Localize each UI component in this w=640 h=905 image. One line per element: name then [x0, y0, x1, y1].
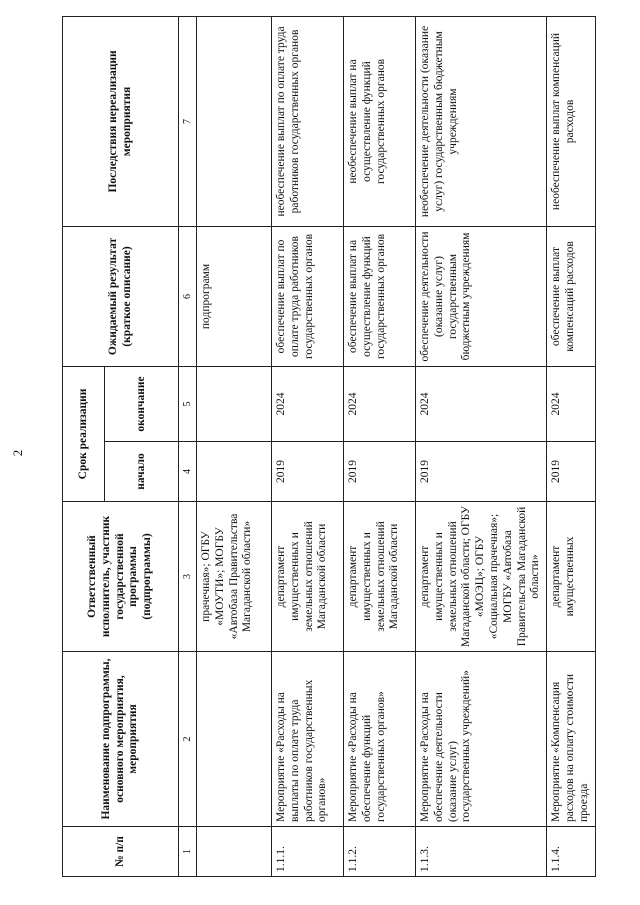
row-num: 1.1.1.: [272, 827, 344, 877]
table-cell: [197, 366, 272, 441]
header-consequences: Последствия нереализации мероприятия: [63, 16, 179, 226]
continuation-executor: прачечная»; ОГБУ «МОУТИ»; МОГБУ «Автобаза Правительства Магаданской области»: [197, 502, 272, 652]
row-end: 2024: [272, 366, 344, 441]
row-consequences: необеспечение выплат компенсаций расходов: [547, 16, 595, 226]
header-num: № п/п: [63, 827, 179, 877]
row-start: 2019: [344, 442, 416, 502]
table-row: [272, 16, 344, 876]
table-cell: [197, 652, 272, 827]
header-result: Ожидаемый результат (краткое описание): [63, 226, 179, 366]
row-executor: департамент имущественных и земельных отношений Магаданской области; ОГБУ «МОЭЦ»; ОГБУ «Социальная прачечная»; МОГБУ «Автобаза Правительства Магаданской области»: [416, 502, 547, 652]
table-row: [416, 16, 547, 876]
row-num: 1.1.4.: [547, 827, 595, 877]
row-executor: департамент имущественных и земельных отношений Магаданской области: [344, 502, 416, 652]
header-name: Наименование подпрограммы, основного мероприятия, мероприятия: [63, 652, 179, 827]
row-num: 1.1.3.: [416, 827, 547, 877]
row-result: обеспечение выплат на осуществление функций государственных органов: [344, 226, 416, 366]
row-end: 2024: [416, 366, 547, 441]
row-end: 2024: [547, 366, 595, 441]
row-consequences: необеспечение деятельности (оказание услуг) государственным бюджетным учреждениям: [416, 16, 547, 226]
row-result: обеспечение выплат компенсаций расходов: [547, 226, 595, 366]
row-name: Мероприятие «Расходы на обеспечение функций государственных органов»: [344, 652, 416, 827]
index-cell: 6: [179, 226, 197, 366]
table-row: [547, 16, 595, 876]
continuation-result: подпрограмм: [197, 226, 272, 366]
row-start: 2019: [547, 442, 595, 502]
row-executor: департамент имущественных и земельных отношений Магаданской области: [272, 502, 344, 652]
row-name: Мероприятие «Расходы на обеспечение деятельности (оказание услуг) государственных учреждений»: [416, 652, 547, 827]
rotated-table-container: [62, 17, 590, 877]
table-cell: [197, 16, 272, 226]
row-result: обеспечение выплат по оплате труда работников государственных органов: [272, 226, 344, 366]
index-cell: 2: [179, 652, 197, 827]
page-number: 2: [10, 449, 25, 457]
continuation-row: [197, 16, 272, 876]
row-executor: департамент имущественных: [547, 502, 595, 652]
row-consequences: необеспечение выплат по оплате труда работников государственных органов: [272, 16, 344, 226]
index-row: [179, 16, 197, 876]
header-executor: Ответственный исполнитель, участник государственной программы (подпрограммы): [63, 502, 179, 652]
row-start: 2019: [416, 442, 547, 502]
header-period: Срок реализации: [63, 366, 105, 501]
row-start: 2019: [272, 442, 344, 502]
row-consequences: необеспечение выплат на осуществление функций государственных органов: [344, 16, 416, 226]
index-cell: 7: [179, 16, 197, 226]
row-end: 2024: [344, 366, 416, 441]
index-cell: 1: [179, 827, 197, 877]
header-row-1: [63, 16, 105, 876]
row-name: Мероприятие «Компенсация расходов на оплату стоимости проезда: [547, 652, 595, 827]
measures-table: [62, 16, 596, 877]
row-result: обеспечение деятельности (оказание услуг) государственным бюджетным учреждениям: [416, 226, 547, 366]
table-row: [344, 16, 416, 876]
index-cell: 3: [179, 502, 197, 652]
index-cell: 4: [179, 442, 197, 502]
table-cell: [197, 442, 272, 502]
row-name: Мероприятие «Расходы на выплаты по оплате труда работников государственных органов»: [272, 652, 344, 827]
row-num: 1.1.2.: [344, 827, 416, 877]
header-end: окончание: [105, 366, 179, 441]
table-cell: [197, 827, 272, 877]
header-start: начало: [105, 442, 179, 502]
index-cell: 5: [179, 366, 197, 441]
